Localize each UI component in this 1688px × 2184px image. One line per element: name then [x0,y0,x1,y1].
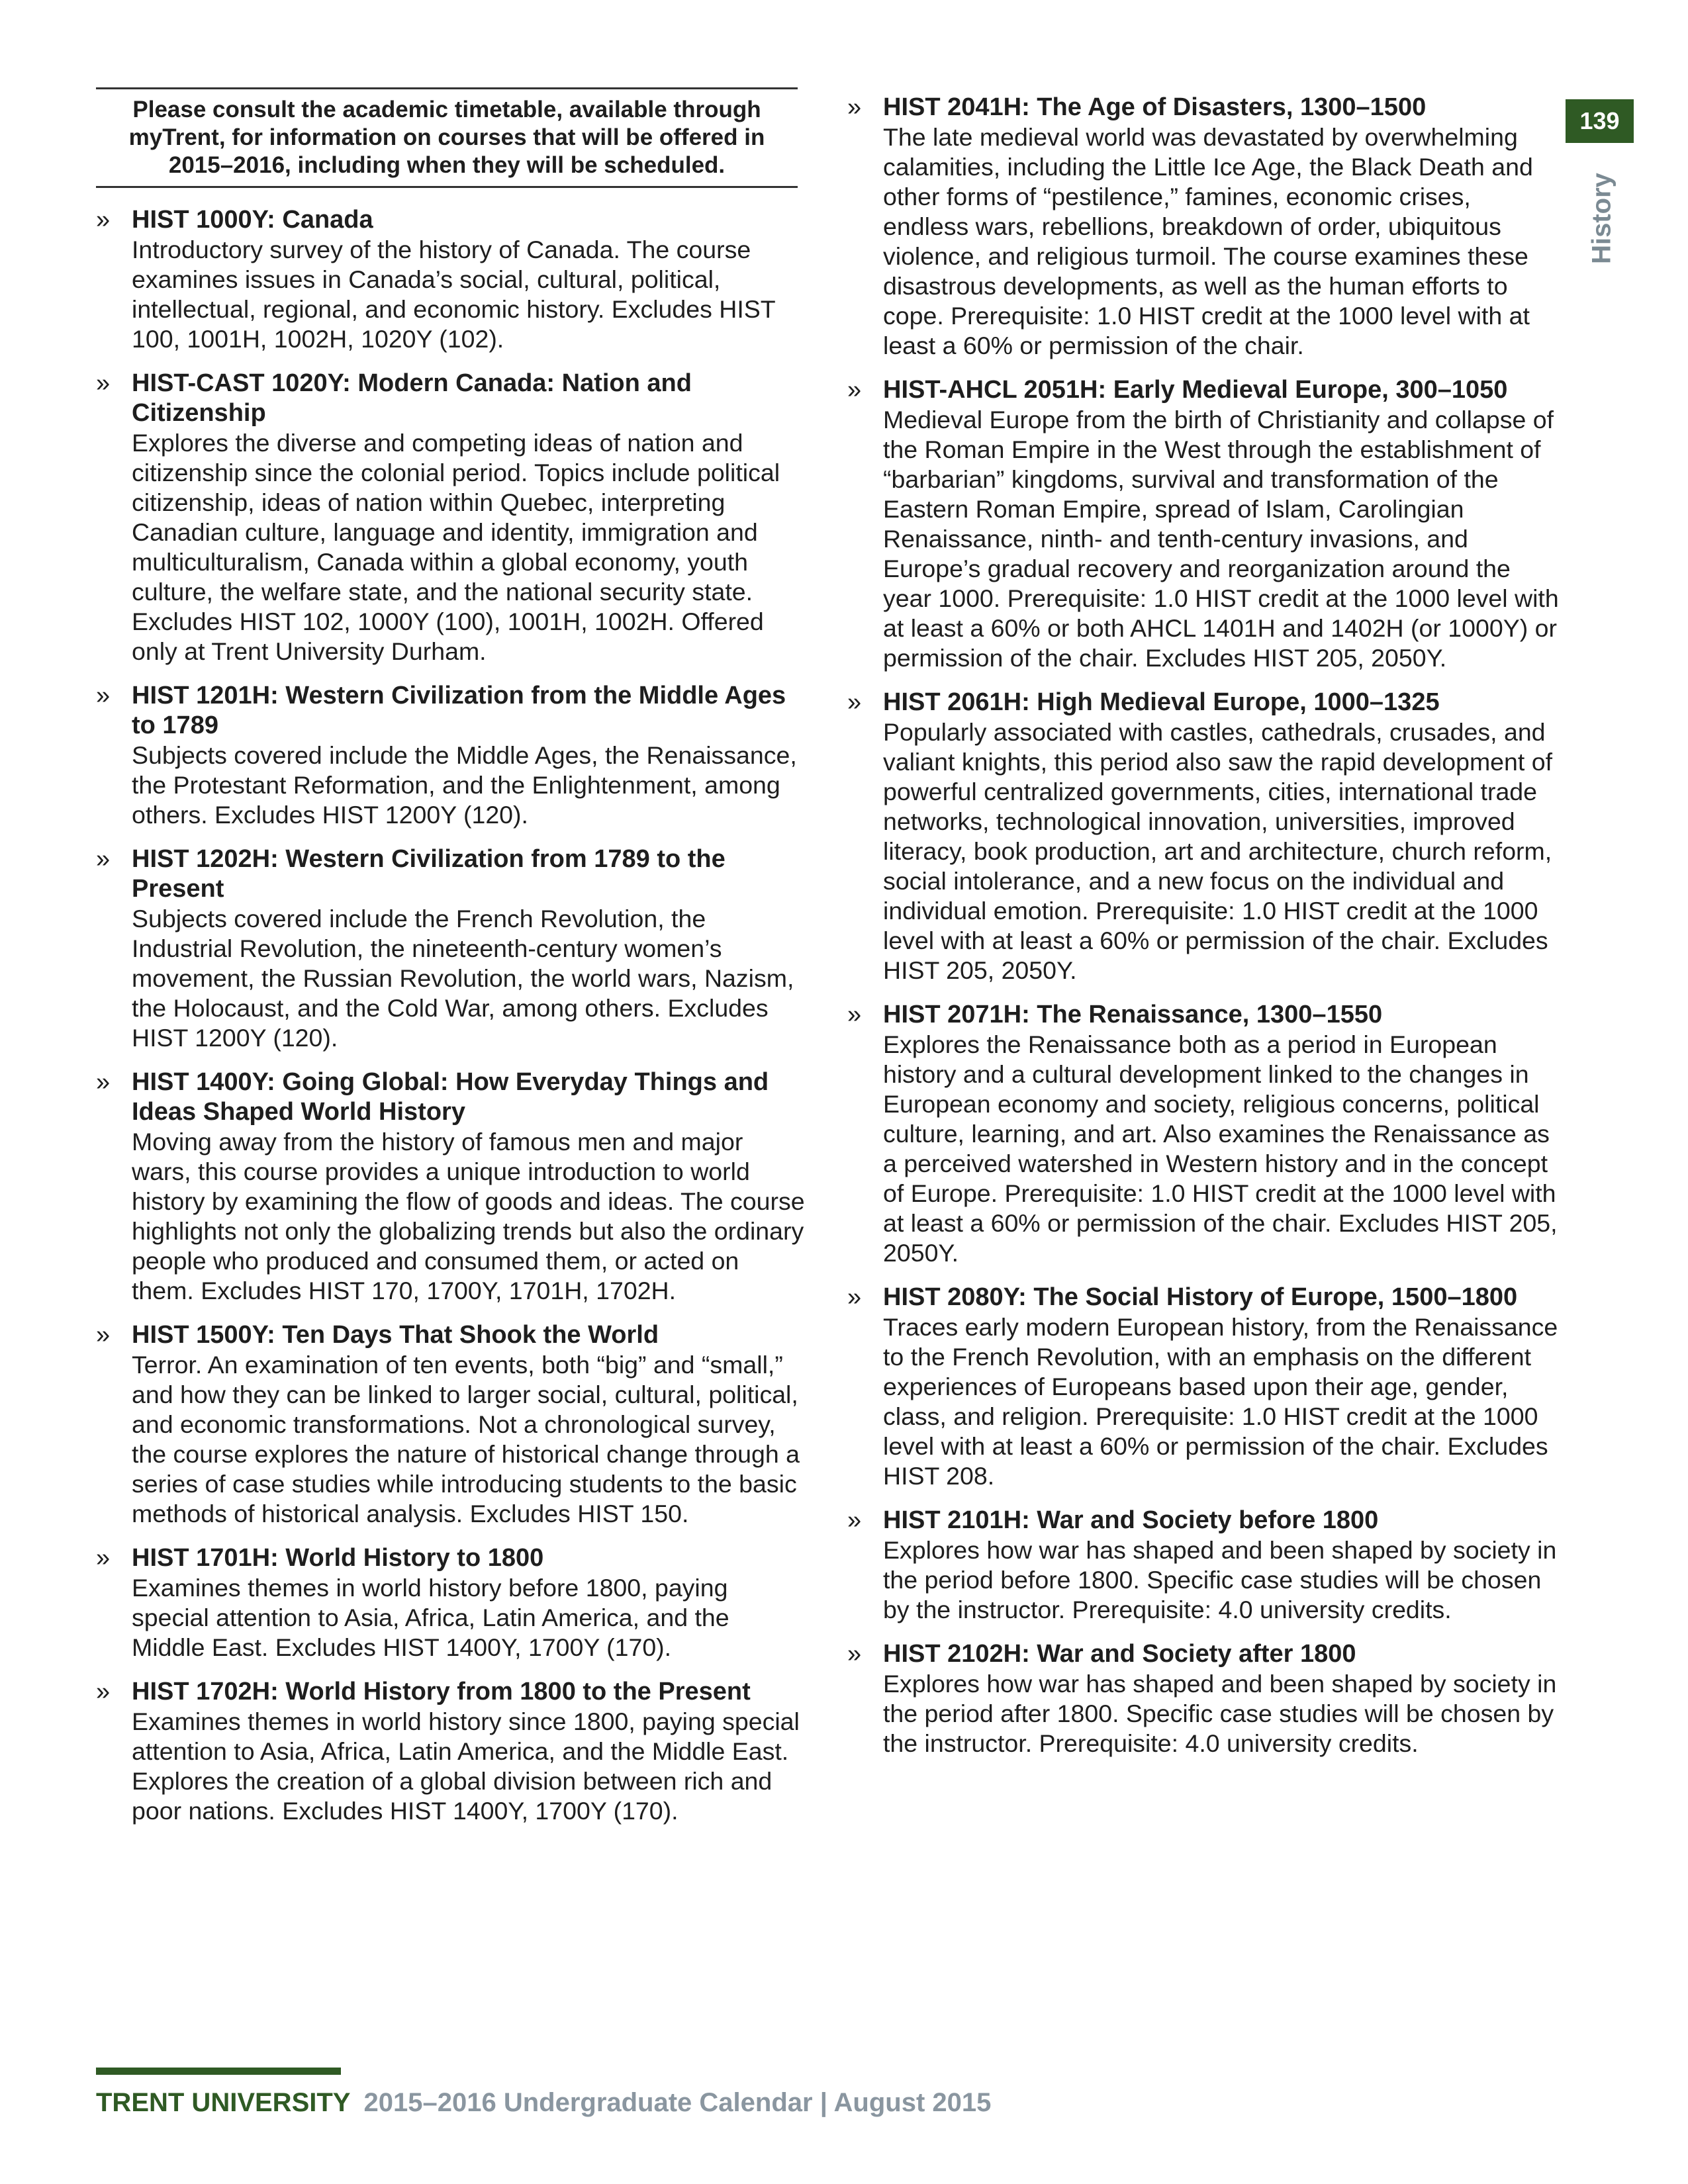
timetable-notice: Please consult the academic timetable, available through myTrent, for information on courses that will be offered in 2015–2016, including when they will be scheduled. [96,87,798,188]
course-entry [96,1677,808,1826]
bullet-glyph: » [847,1283,862,1311]
course-entry [847,688,1562,985]
course-description: Subjects covered include the French Revolution, the Industrial Revolution, the nineteenth-century women’s movement, the Russian Revolution, the world wars, Nazism, the Holocaust, and the Cold War, among others. Excludes HIST 1200Y (120). [132,905,794,1052]
course-description: Terror. An examination of ten events, both “big” and “small,” and how they can be linked to larger social, cultural, political, and economic transformations. Not a chronological survey, the course explores the nature of historical change through a series of case studies while introducing students to the basic methods of historical analysis. Excludes HIST 150. [132,1351,800,1527]
bullet-glyph: » [96,845,111,873]
course-entry [96,205,808,354]
course-title: HIST-CAST 1020Y: Modern Canada: Nation and Citizenship [132,369,692,427]
bullet-glyph: » [96,206,111,234]
course-title: HIST 2071H: The Renaissance, 1300–1550 [883,1001,1383,1028]
page-footer [96,2086,991,2119]
bullet-glyph: » [96,1544,111,1572]
course-entry [96,1320,808,1529]
bullet-glyph: » [96,1678,111,1706]
course-entry [96,1543,808,1662]
course-description: Popularly associated with castles, cathedrals, crusades, and valiant knights, this period also saw the rapid development of powerful centralized governments, cities, international trade networks, technological innovation, universities, improved literacy, book production, art and architecture, church reform, social intolerance, and a new focus on the individual and individual emotion. Prerequisite: 1.0 HIST credit at the 1000 level with at least a 60% or permission of the chair. Excludes HIST 205, 2050Y. [883,718,1552,984]
course-description: Explores how war has shaped and been shaped by society in the period after 1800. Specific case studies will be chosen by the instructor. Prerequisite: 4.0 university credits. [883,1670,1557,1757]
course-description: Medieval Europe from the birth of Christianity and collapse of the Roman Empire in the West through the establishment of “barbarian” kingdoms, survival and transformation of the Eastern Roman Empire, spread of Islam, Carolingian Renaissance, ninth- and tenth-century invasions, and Europe’s gradual recovery and reorganization around the year 1000. Prerequisite: 1.0 HIST credit at the 1000 level with at least a 60% or both AHCL 1401H and 1402H (or 1000Y) or permission of the chair. Excludes HIST 205, 2050Y. [883,406,1559,672]
course-title: HIST 1201H: Western Civilization from the Middle Ages to 1789 [132,682,786,739]
course-entry [96,369,808,666]
footer-rule [96,2068,341,2075]
bullet-glyph: » [847,1640,862,1668]
course-description: Subjects covered include the Middle Ages, the Renaissance, the Protestant Reformation, and the Enlightenment, among others. Excludes HIST 1200Y (120). [132,741,797,829]
bullet-glyph: » [96,1321,111,1349]
page-number-badge: 139 [1566,99,1634,143]
bullet-glyph: » [96,1068,111,1096]
course-description: Examines themes in world history before 1800, paying special attention to Asia, Africa, Latin America, and the Middle East. Excludes HIST 1400Y, 1700Y (170). [132,1574,729,1661]
bullet-glyph: » [96,369,111,397]
course-entry [847,1283,1562,1491]
bullet-glyph: » [847,688,862,716]
course-entry [847,1506,1562,1625]
course-description: Introductory survey of the history of Canada. The course examines issues in Canada’s social, cultural, political, intellectual, regional, and economic history. Excludes HIST 100, 1001H, 1002H, 1020Y (102). [132,236,776,353]
bullet-glyph: » [847,1506,862,1534]
course-title: HIST 1701H: World History to 1800 [132,1544,544,1572]
course-title: HIST 1000Y: Canada [132,206,373,234]
course-title: HIST 1500Y: Ten Days That Shook the World [132,1321,659,1349]
course-description: Examines themes in world history since 1800, paying special attention to Asia, Africa, Latin America, and the Middle East. Explores the creation of a global division between rich and poor nations. Excludes HIST 1400Y, 1700Y (170). [132,1707,800,1825]
course-entry [96,681,808,830]
course-description: Explores the Renaissance both as a period in European history and a cultural development linked to the changes in European economy and society, religious concerns, political culture, learning, and art. Also examines the Renaissance as a perceived watershed in Western history and in the concept of Europe. Prerequisite: 1.0 HIST credit at the 1000 level with at least a 60% or permission of the chair. Excludes HIST 205, 2050Y. [883,1030,1558,1267]
course-title: HIST 2080Y: The Social History of Europe, 1500–1800 [883,1283,1518,1311]
right-course-column [847,93,1562,1773]
course-title: HIST 2101H: War and Society before 1800 [883,1506,1379,1534]
course-title: HIST 1202H: Western Civilization from 1789 to the Present [132,845,726,903]
footer-calendar: 2015–2016 Undergraduate Calendar | August 2015 [363,2088,992,2117]
course-description: Moving away from the history of famous men and major wars, this course provides a unique introduction to world history by examining the flow of goods and ideas. The course highlights not only the globalizing trends but also the ordinary people who produced and consumed them, or acted on them. Excludes HIST 170, 1700Y, 1701H, 1702H. [132,1128,805,1304]
course-entry [847,93,1562,361]
course-title: HIST 2102H: War and Society after 1800 [883,1640,1356,1668]
course-description: Explores how war has shaped and been shaped by society in the period before 1800. Specific case studies will be chosen by the instructor. Prerequisite: 4.0 university credits. [883,1536,1557,1623]
bullet-glyph: » [847,376,862,404]
course-title: HIST 1400Y: Going Global: How Everyday Things and Ideas Shaped World History [132,1068,769,1126]
section-label: History [1587,173,1617,264]
course-title: HIST 2061H: High Medieval Europe, 1000–1325 [883,688,1440,716]
course-title: HIST 1702H: World History from 1800 to the Present [132,1678,751,1706]
course-entry [847,1000,1562,1268]
course-title: HIST-AHCL 2051H: Early Medieval Europe, 300–1050 [883,376,1508,404]
bullet-glyph: » [847,1001,862,1028]
footer-university: TRENT UNIVERSITY [96,2088,351,2117]
course-entry [96,844,808,1053]
course-entry [96,1068,808,1306]
course-entry [847,1639,1562,1758]
left-course-column [96,205,808,1841]
course-description: Explores the diverse and competing ideas of nation and citizenship since the colonial period. Topics include political citizenship, ideas of nation within Quebec, interpreting Canadian culture, language and identity, immigration and multiculturalism, Canada within a global economy, youth culture, the welfare state, and the national security state. Excludes HIST 102, 1000Y (100), 1001H, 1002H. Offered only at Trent University Durham. [132,429,780,665]
course-description: The late medieval world was devastated by overwhelming calamities, including the Little Ice Age, the Black Death and other forms of “pestilence,” famines, economic crises, endless wars, rebellions, breakdown of order, ubiquitous violence, and religious turmoil. The course examines these disastrous developments, as well as the human efforts to cope. Prerequisite: 1.0 HIST credit at the 1000 level with at least a 60% or permission of the chair. [883,123,1533,359]
bullet-glyph: » [847,93,862,121]
course-description: Traces early modern European history, from the Renaissance to the French Revolution, with an emphasis on the different experiences of Europeans based upon their age, gender, class, and religion. Prerequisite: 1.0 HIST credit at the 1000 level with at least a 60% or permission of the chair. Excludes HIST 208. [883,1313,1558,1490]
course-entry [847,375,1562,673]
course-title: HIST 2041H: The Age of Disasters, 1300–1500 [883,93,1427,121]
bullet-glyph: » [96,682,111,709]
